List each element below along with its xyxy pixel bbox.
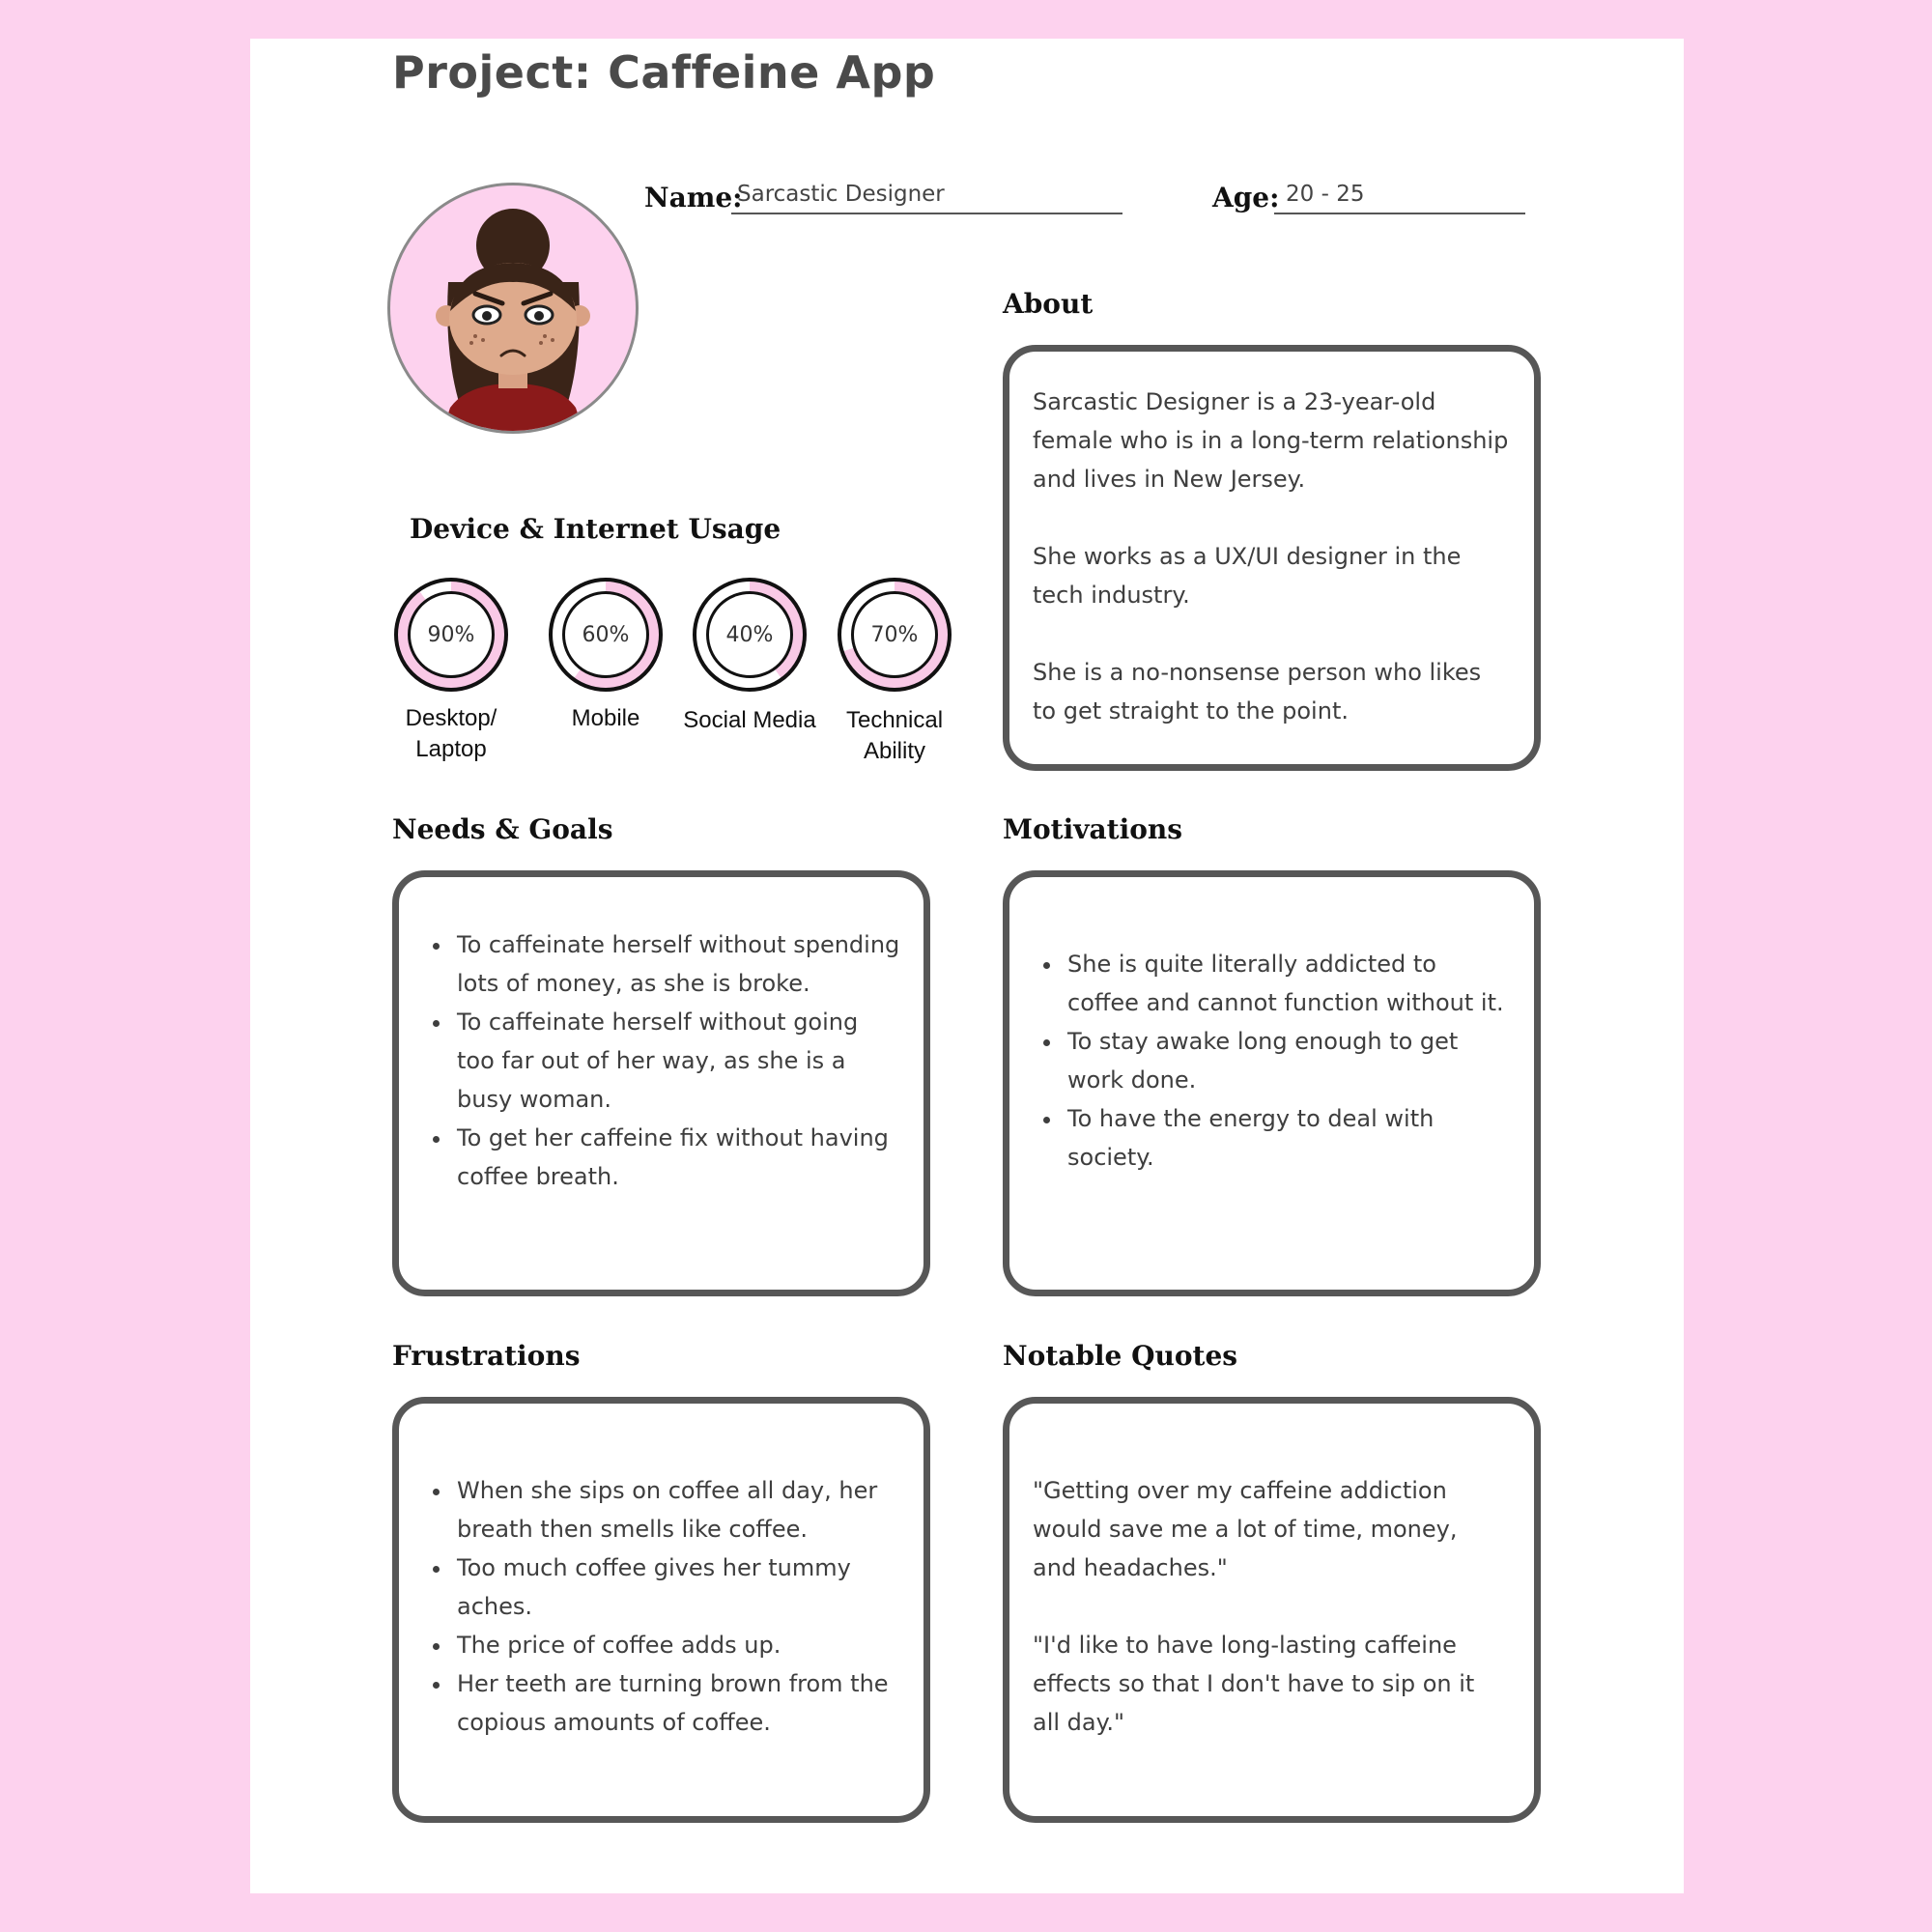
age-value: 20 - 25 (1286, 182, 1365, 207)
name-label: Name: (644, 182, 743, 213)
frustrations-list (399, 1471, 900, 1742)
quotes-box (1003, 1397, 1541, 1823)
about-heading: About (1003, 288, 1094, 320)
needs-text (399, 925, 900, 1196)
usage-ring-technical (838, 578, 952, 692)
name-field (731, 176, 1122, 214)
usage-label-mobile: Mobile (571, 705, 640, 731)
needs-heading: Needs & Goals (392, 813, 613, 845)
usage-ring-social (693, 578, 807, 692)
quotes-text (1033, 1471, 1507, 1742)
usage-ring-mobile (549, 578, 663, 692)
frustrations-list-item: • Too much coffee gives her tummy aches. (453, 1548, 900, 1626)
about-paragraph: Sarcastic Designer is a 23-year-old female who is in a long-term relationship and lives in New Jersey. (1033, 388, 1509, 493)
usage-label-social: Social Media (683, 707, 816, 733)
motivations-list-item: • She is quite literally addicted to coffee and cannot function without it. (1064, 945, 1507, 1022)
usage-percent-social: 40% (706, 591, 793, 678)
about-box (1003, 345, 1541, 771)
frustrations-list-item: • Her teeth are turning brown from the copious amounts of coffee. (453, 1664, 900, 1742)
name-value: Sarcastic Designer (737, 182, 945, 207)
usage-label-desktop: Desktop/ Laptop (405, 705, 497, 762)
motivations-box (1003, 870, 1541, 1296)
usage-label-technical: Technical Ability (845, 707, 944, 764)
motivations-list (1009, 945, 1507, 1177)
needs-box (392, 870, 930, 1296)
frustrations-list-item: • When she sips on coffee all day, her breath then smells like coffee. (453, 1471, 900, 1548)
about-paragraph: She works as a UX/UI designer in the tech industry. (1033, 543, 1462, 609)
page-title: Project: Caffeine App (392, 46, 936, 99)
quote-paragraph: "I'd like to have long-lasting caffeine effects so that I don't have to sip on it all day." (1033, 1632, 1475, 1736)
quotes-heading: Notable Quotes (1003, 1340, 1238, 1372)
avatar-illustration (390, 185, 636, 431)
usage-percent-mobile: 60% (562, 591, 649, 678)
age-field (1274, 176, 1525, 214)
persona-sheet (250, 39, 1684, 1893)
frustrations-list-item: • The price of coffee adds up. (453, 1626, 900, 1664)
usage-percent-technical: 70% (851, 591, 938, 678)
about-text (1033, 383, 1511, 730)
needs-list-item: • To caffeinate herself without going too far out of her way, as she is a busy woman. (453, 1003, 900, 1119)
frustrations-text (399, 1471, 900, 1742)
quote-paragraph: "Getting over my caffeine addiction would save me a lot of time, money, and headaches." (1033, 1477, 1458, 1581)
motivations-text (1009, 945, 1507, 1177)
usage-heading: Device & Internet Usage (410, 513, 781, 545)
frustrations-heading: Frustrations (392, 1340, 581, 1372)
usage-percent-desktop: 90% (408, 591, 495, 678)
about-paragraph: She is a no-nonsense person who likes to get straight to the point. (1033, 659, 1482, 724)
needs-list-item: • To get her caffeine fix without having coffee breath. (453, 1119, 900, 1196)
motivations-list-item: • To have the energy to deal with society. (1064, 1099, 1507, 1177)
frustrations-box (392, 1397, 930, 1823)
needs-list-item: • To caffeinate herself without spending lots of money, as she is broke. (453, 925, 900, 1003)
motivations-list-item: • To stay awake long enough to get work done. (1064, 1022, 1507, 1099)
avatar (387, 183, 639, 434)
motivations-heading: Motivations (1003, 813, 1183, 845)
needs-list (399, 925, 900, 1196)
usage-ring-desktop (394, 578, 508, 692)
age-label: Age: (1212, 182, 1280, 213)
